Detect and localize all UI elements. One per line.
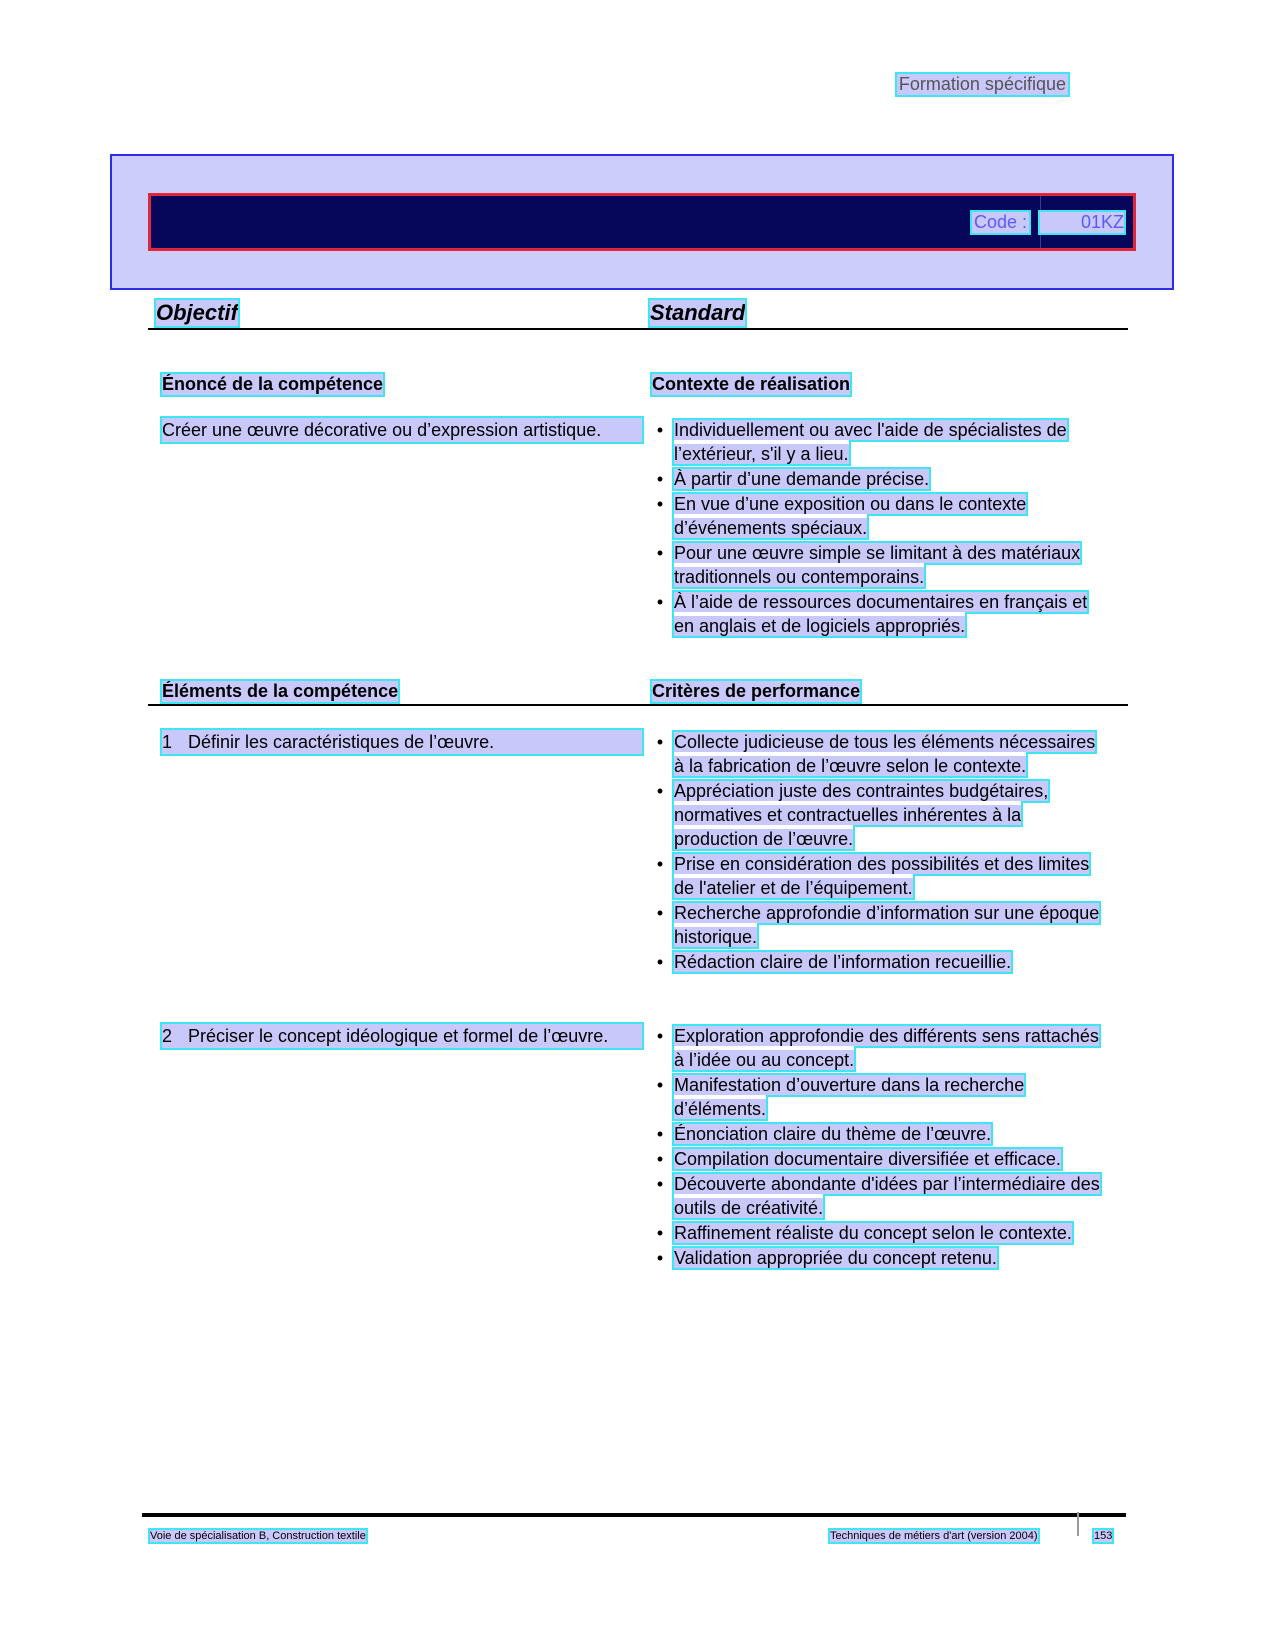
elements-rule (148, 704, 1128, 706)
statement-title: Énoncé de la compétence (162, 374, 384, 394)
bullet-icon: • (656, 543, 664, 563)
bullet-icon: • (656, 1149, 664, 1169)
bullet-icon: • (656, 420, 664, 440)
element-2 (162, 1024, 642, 1048)
context-title: Contexte de réalisation (652, 374, 851, 394)
list-item: • Découverte abondante d'idées par l’intermédiaire des outils de créativité. (652, 1172, 1110, 1220)
list-item: • Collecte judicieuse de tous les éléments nécessaires à la fabrication de l’œuvre selon le contexte. (652, 730, 1110, 778)
footer-right-text: Techniques de métiers d'art (version 2004) (830, 1530, 1038, 1542)
bullet-icon: • (656, 1174, 664, 1194)
bullet-icon: • (656, 1026, 664, 1046)
list-item: • En vue d’une exposition ou dans le contexte d’événements spéciaux. (652, 492, 1110, 540)
list-item: • Compilation documentaire diversifiée et efficace. (652, 1147, 1110, 1171)
bullet-icon: • (656, 781, 664, 801)
bullet-icon: • (656, 1223, 664, 1243)
bullet-icon: • (656, 1124, 664, 1144)
element-text: Définir les caractéristiques de l’œuvre. (188, 732, 495, 752)
page-number: 153 (1094, 1530, 1113, 1542)
list-item: • Prise en considération des possibilités et des limites de l'atelier et de l’équipement. (652, 852, 1110, 900)
element-number: 2 (162, 1026, 173, 1046)
list-item: • Pour une œuvre simple se limitant à des matériaux traditionnels ou contemporains. (652, 541, 1110, 589)
section-label: Formation spécifique (898, 74, 1066, 94)
bullet-icon: • (656, 732, 664, 752)
list-item: • Individuellement ou avec l'aide de spécialistes de l’extérieur, s'il y a lieu. (652, 418, 1110, 466)
elements-title: Éléments de la compétence (162, 681, 399, 701)
footer-rule (142, 1513, 1126, 1517)
bullet-icon: • (656, 494, 664, 514)
element-number: 1 (162, 732, 173, 752)
code-value: 01KZ (1040, 212, 1124, 233)
element-text: Préciser le concept idéologique et formel de l’œuvre. (188, 1026, 609, 1046)
statement-text: Créer une œuvre décorative ou d’expression artistique. (162, 418, 642, 442)
criteria-list-2 (652, 1024, 1110, 1271)
bullet-icon: • (656, 952, 664, 972)
bullet-icon: • (656, 592, 664, 612)
footer-divider (1077, 1512, 1079, 1536)
list-item: • Énonciation claire du thème de l’œuvre. (652, 1122, 1110, 1146)
list-item: • À partir d’une demande précise. (652, 467, 1110, 491)
list-item: • Recherche approfondie d’information sur une époque historique. (652, 901, 1110, 949)
footer-left-text: Voie de spécialisation B, Construction textile (150, 1530, 366, 1542)
context-list (652, 418, 1110, 639)
list-item: • Rédaction claire de l’information recueillie. (652, 950, 1110, 974)
list-item: • Exploration approfondie des différents sens rattachés à l’idée ou au concept. (652, 1024, 1110, 1072)
criteria-list-1 (652, 730, 1110, 975)
list-item: • Appréciation juste des contraintes budgétaires, normatives et contractuelles inhérentes à la production de l’œuvre. (652, 779, 1110, 851)
criteria-title: Critères de performance (652, 681, 861, 701)
list-item: • À l’aide de ressources documentaires en français et en anglais et de logiciels appropriés. (652, 590, 1110, 638)
element-1 (162, 730, 642, 754)
standard-heading: Standard (650, 300, 746, 325)
list-item: • Raffinement réaliste du concept selon le contexte. (652, 1221, 1110, 1245)
list-item: • Validation appropriée du concept retenu. (652, 1246, 1110, 1270)
bullet-icon: • (656, 1075, 664, 1095)
bullet-icon: • (656, 854, 664, 874)
code-label: Code : (974, 212, 1028, 232)
bullet-icon: • (656, 903, 664, 923)
bullet-icon: • (656, 469, 664, 489)
bullet-icon: • (656, 1248, 664, 1268)
heading-rule (148, 328, 1128, 330)
list-item: • Manifestation d’ouverture dans la recherche d’éléments. (652, 1073, 1110, 1121)
objective-heading: Objectif (156, 300, 238, 325)
